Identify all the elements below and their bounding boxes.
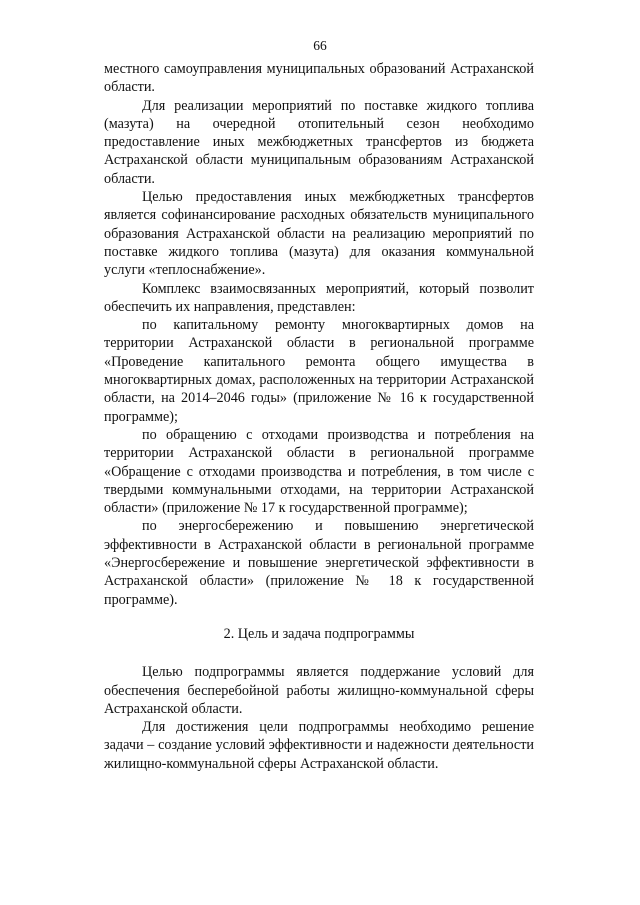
paragraph: по обращению с отходами производства и потребления на территории Астраханской области в региональной программе «Обращение с отходами производства и потребления, в том числе с твердыми коммунальными отходами, на территории Астраханской области» (приложение № 17 к государственной программе); bbox=[104, 426, 534, 517]
paragraph: Для достижения цели подпрограммы необходимо решение задачи – создание условий эффективности и надежности деятельности жилищно-коммунальной сферы Астраханской области. bbox=[104, 719, 534, 772]
paragraph: Для реализации мероприятий по поставке жидкого топлива (мазута) на очередной отопительный сезон необходимо предоставление иных межбюджетных трансфертов из бюджета Астраханской области муниципальным образованиям Астраханской области. bbox=[104, 97, 534, 187]
section-heading: 2. Цель и задача подпрограммы bbox=[223, 625, 415, 642]
paragraph: по капитальному ремонту многоквартирных домов на территории Астраханской области в региональной программе «Проведение капитального ремонта общего имущества в многоквартирных домах, расположенных на территории Астраханской области, на 2014–2046 годы» (приложение № 16 к государственной программе); bbox=[104, 317, 534, 425]
paragraph: Комплекс взаимосвязанных мероприятий, который позволит обеспечить их направления, представлен: bbox=[104, 280, 534, 315]
paragraph: Целью подпрограммы является поддержание условий для обеспечения бесперебойной работы жилищно-коммунальной сферы Астраханской области. bbox=[104, 664, 534, 717]
paragraph: местного самоуправления муниципальных образований Астраханской области. bbox=[104, 61, 534, 96]
paragraph: по энергосбережению и повышению энергетической эффективности в Астраханской области в региональной программе «Энергосбережение и повышение энергетической эффективности в Астраханской области» (приложение № 18 к государственной программе). bbox=[104, 518, 534, 608]
paragraph: Целью предоставления иных межбюджетных трансфертов является софинансирование расходных обязательств муниципального образования Астраханской области на реализацию мероприятий по поставке жидкого топлива (мазута) для оказания коммунальной услуги «теплоснабжение». bbox=[104, 189, 534, 279]
page-number: 66 bbox=[313, 38, 327, 53]
document-body bbox=[104, 60, 534, 773]
